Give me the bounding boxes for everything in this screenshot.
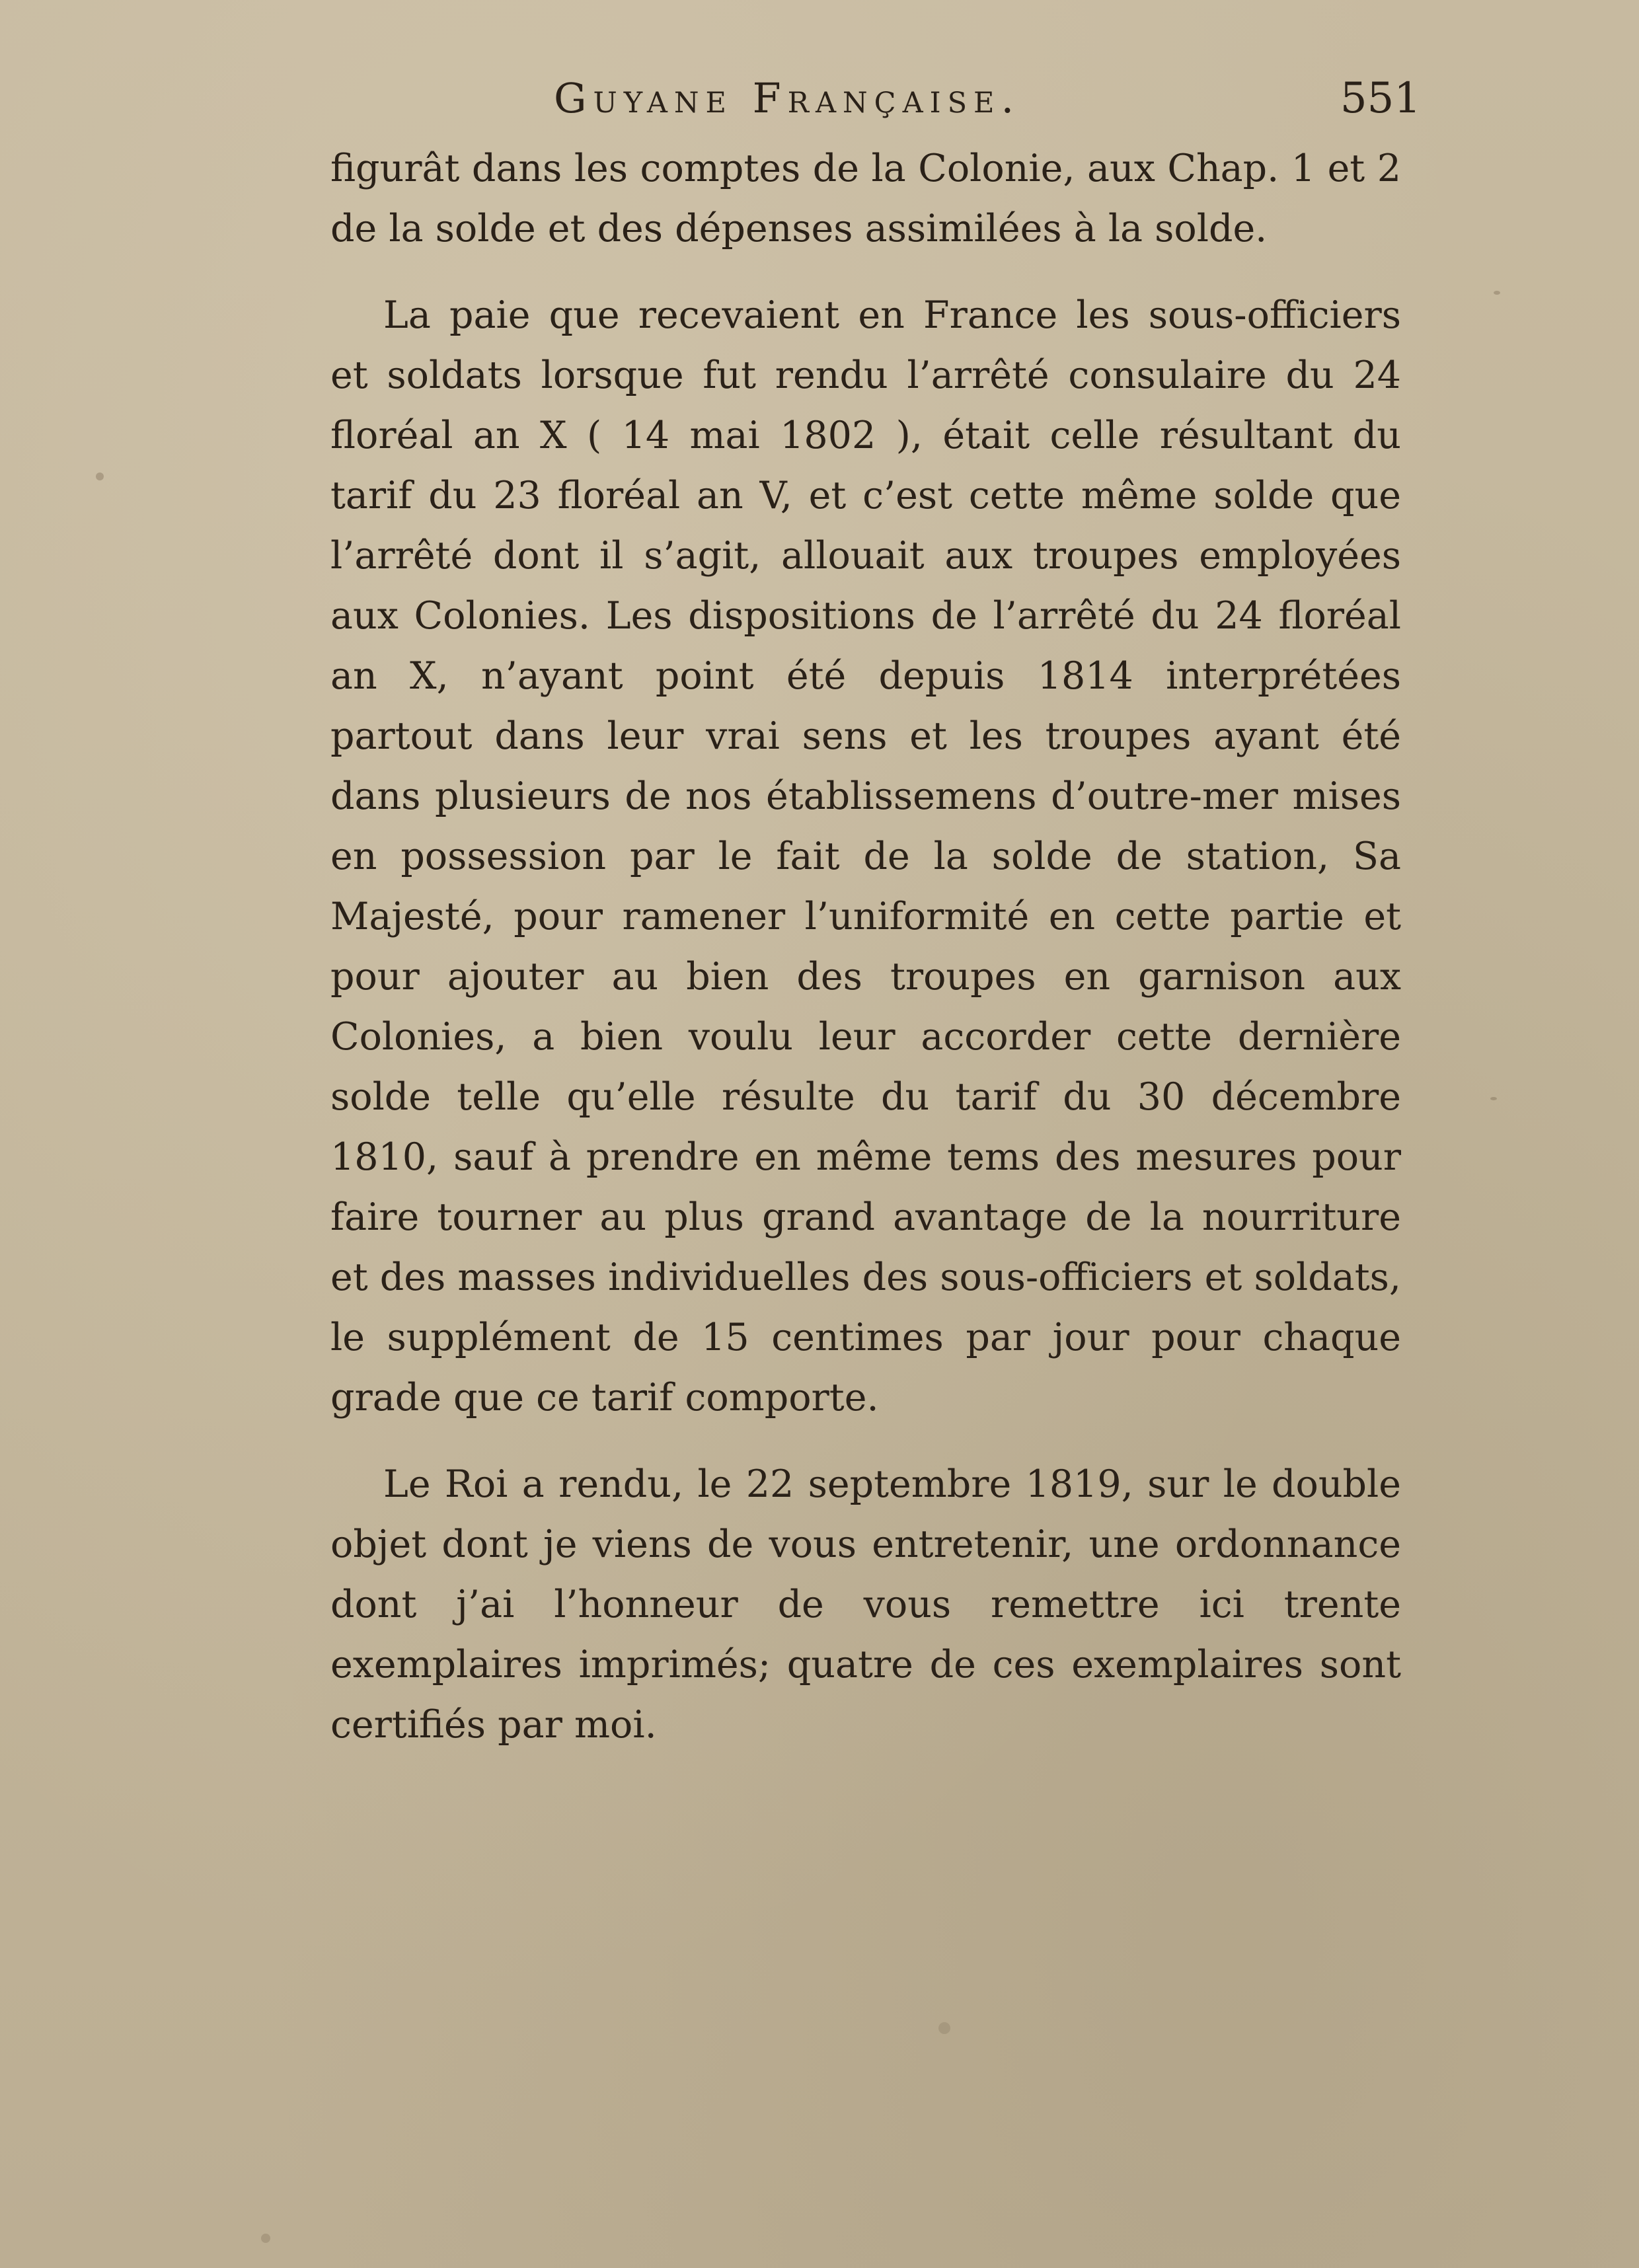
paragraph-3: Le Roi a rendu, le 22 septembre 1819, sur le double objet dont je viens de vous entretenir, une ordonnance dont j’ai l’honneur de vous remettre ici trente exemplaires imprimés; quatre de ces exemplaires sont certifiés par moi. [330, 1462, 1401, 1747]
paper-blemish [938, 2022, 950, 2034]
page-header [330, 74, 1421, 133]
paper-blemish [1490, 1097, 1497, 1100]
body-text [330, 139, 1401, 1755]
paper-blemish [1494, 291, 1500, 295]
paragraph-2: La paie que recevaient en France les sous-officiers et soldats lorsque fut rendu l’arrêté consulaire du 24 floréal an X ( 14 mai 1802 ), était celle résultant du tarif du 23 floréal an V, et c’est cette même solde que l’arrêté dont il s’agit, allouait aux troupes employées aux Colonies. Les dispositions de l’arrêté du 24 floréal an X, n’ayant point été depuis 1814 interprétées partout dans leur vrai sens et les troupes ayant été dans plusieurs de nos établissemens d’outre-mer mises en possession par le fait de la solde de station, Sa Majesté, pour ramener l’uniformité en cette partie et pour ajouter au bien des troupes en garnison aux Colonies, a bien voulu leur accorder cette dernière solde telle qu’elle résulte du tarif du 30 décembre 1810, sauf à prendre en même tems des mesures pour faire tourner au plus grand avantage de la nourriture et des masses individuelles des sous-officiers et soldats, le supplément de 15 centimes par jour pour chaque grade que ce tarif comporte. [330, 293, 1401, 1419]
paper-blemish [261, 2234, 270, 2243]
paper-blemish [96, 472, 104, 480]
paragraph-1: figurât dans les comptes de la Colonie, aux Chap. 1 et 2 de la solde et des dépenses assimilées à la solde. [330, 147, 1401, 250]
page-number: 551 [1340, 74, 1421, 123]
running-title: Guyane Française. [554, 74, 1021, 122]
